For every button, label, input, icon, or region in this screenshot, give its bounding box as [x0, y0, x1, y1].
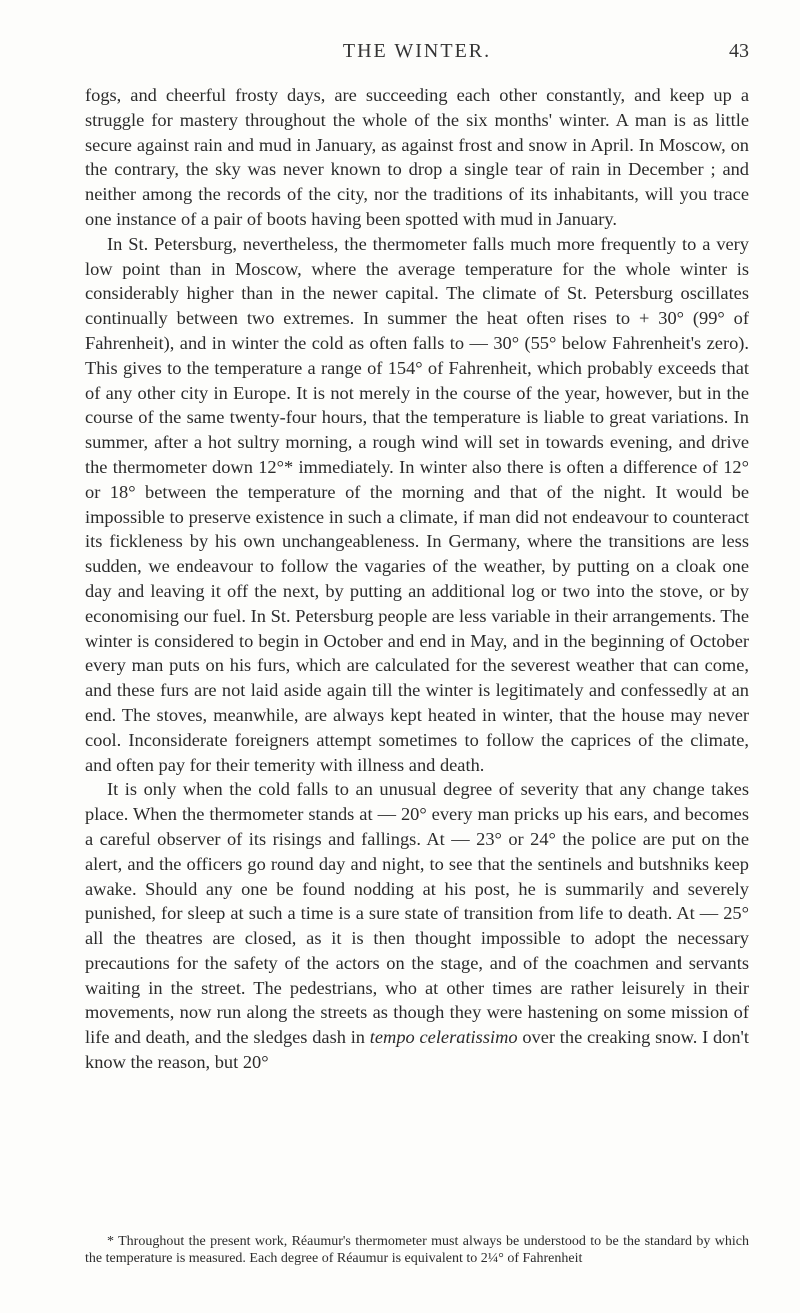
paragraph-3	[85, 777, 749, 1075]
paragraph-2: In St. Petersburg, nevertheless, the thermometer falls much more frequently to a very low point than in Moscow, where the average temperature for the whole winter is considerably higher than in the newer capital. The climate of St. Petersburg oscillates continually between two extremes. In summer the heat often rises to + 30° (99° of Fahrenheit), and in winter the cold as often falls to — 30° (55° below Fahrenheit's zero). This gives to the temperature a range of 154° of Fahrenheit, which probably exceeds that of any other city in Europe. It is not merely in the course of the year, however, but in the course of the same twenty-four hours, that the temperature is liable to great variations. In summer, after a hot sultry morning, a rough wind will set in towards evening, and drive the thermometer down 12°* immediately. In winter also there is often a difference of 12° or 18° between the temperature of the morning and that of the night. It would be impossible to preserve existence in such a climate, if man did not endeavour to counteract its fickleness by his own unchangeableness. In Germany, where the transitions are less sudden, we endeavour to follow the vagaries of the weather, by putting on a cloak one day and leaving it off the next, by putting an additional log or two into the stove, or by economising our fuel. In St. Petersburg people are less variable in their arrangements. The winter is considered to begin in October and end in May, and in the beginning of October every man puts on his furs, which are calculated for the severest weather that can come, and these furs are not laid aside again till the winter is legitimately and confessedly at an end. The stoves, meanwhile, are always kept heated in winter, that the house may never cool. Inconsiderate foreigners attempt sometimes to follow the caprices of the climate, and often pay for their temerity with illness and death.	[85, 233, 749, 775]
italic-phrase: tempo celeratissimo	[369, 1027, 518, 1048]
body-text	[85, 83, 749, 1075]
page-number: 43	[729, 40, 749, 62]
paragraph-3-text-b: over the creaking snow. I don't know the reason, but 20°	[85, 1027, 749, 1073]
footnote: * Throughout the present work, Réaumur's thermometer must always be understood to be the standard by which the temperature is measured. Each degree of Réaumur is equivalent to 2¼° of Fahrenheit	[85, 1234, 749, 1266]
running-title: THE WINTER.	[342, 40, 492, 62]
running-head	[85, 40, 749, 66]
paragraph-1: fogs, and cheerful frosty days, are succeeding each other constantly, and keep up a struggle for mastery throughout the whole of the six months' winter. A man is as little secure against rain and mud in January, as against frost and snow in April. In Moscow, on the contrary, the sky was never known to drop a single tear of rain in December ; and neither among the records of the city, nor the traditions of its inhabitants, will you trace one instance of a pair of boots having been spotted with mud in January.	[85, 85, 749, 229]
paragraph-3-text-a: It is only when the cold falls to an unusual degree of severity that any change takes place. When the thermometer stands at — 20° every man pricks up his ears, and becomes a careful observer of its risings and fallings. At — 23° or 24° the police are put on the alert, and the officers go round day and night, to see that the sentinels and butshniks keep awake. Should any one be found nodding at his post, he is summarily and severely punished, for sleep at such a time is a sure state of transition from life to death. At — 25° all the theatres are closed, as it is then thought impossible to adopt the necessary precautions for the safety of the actors on the stage, and of the coachmen and servants waiting in the street. The pedestrians, who at other times are rather leisurely in their movements, now run along the streets as though they were hastening on some mission of life and death, and the sledges dash in	[85, 779, 749, 1048]
